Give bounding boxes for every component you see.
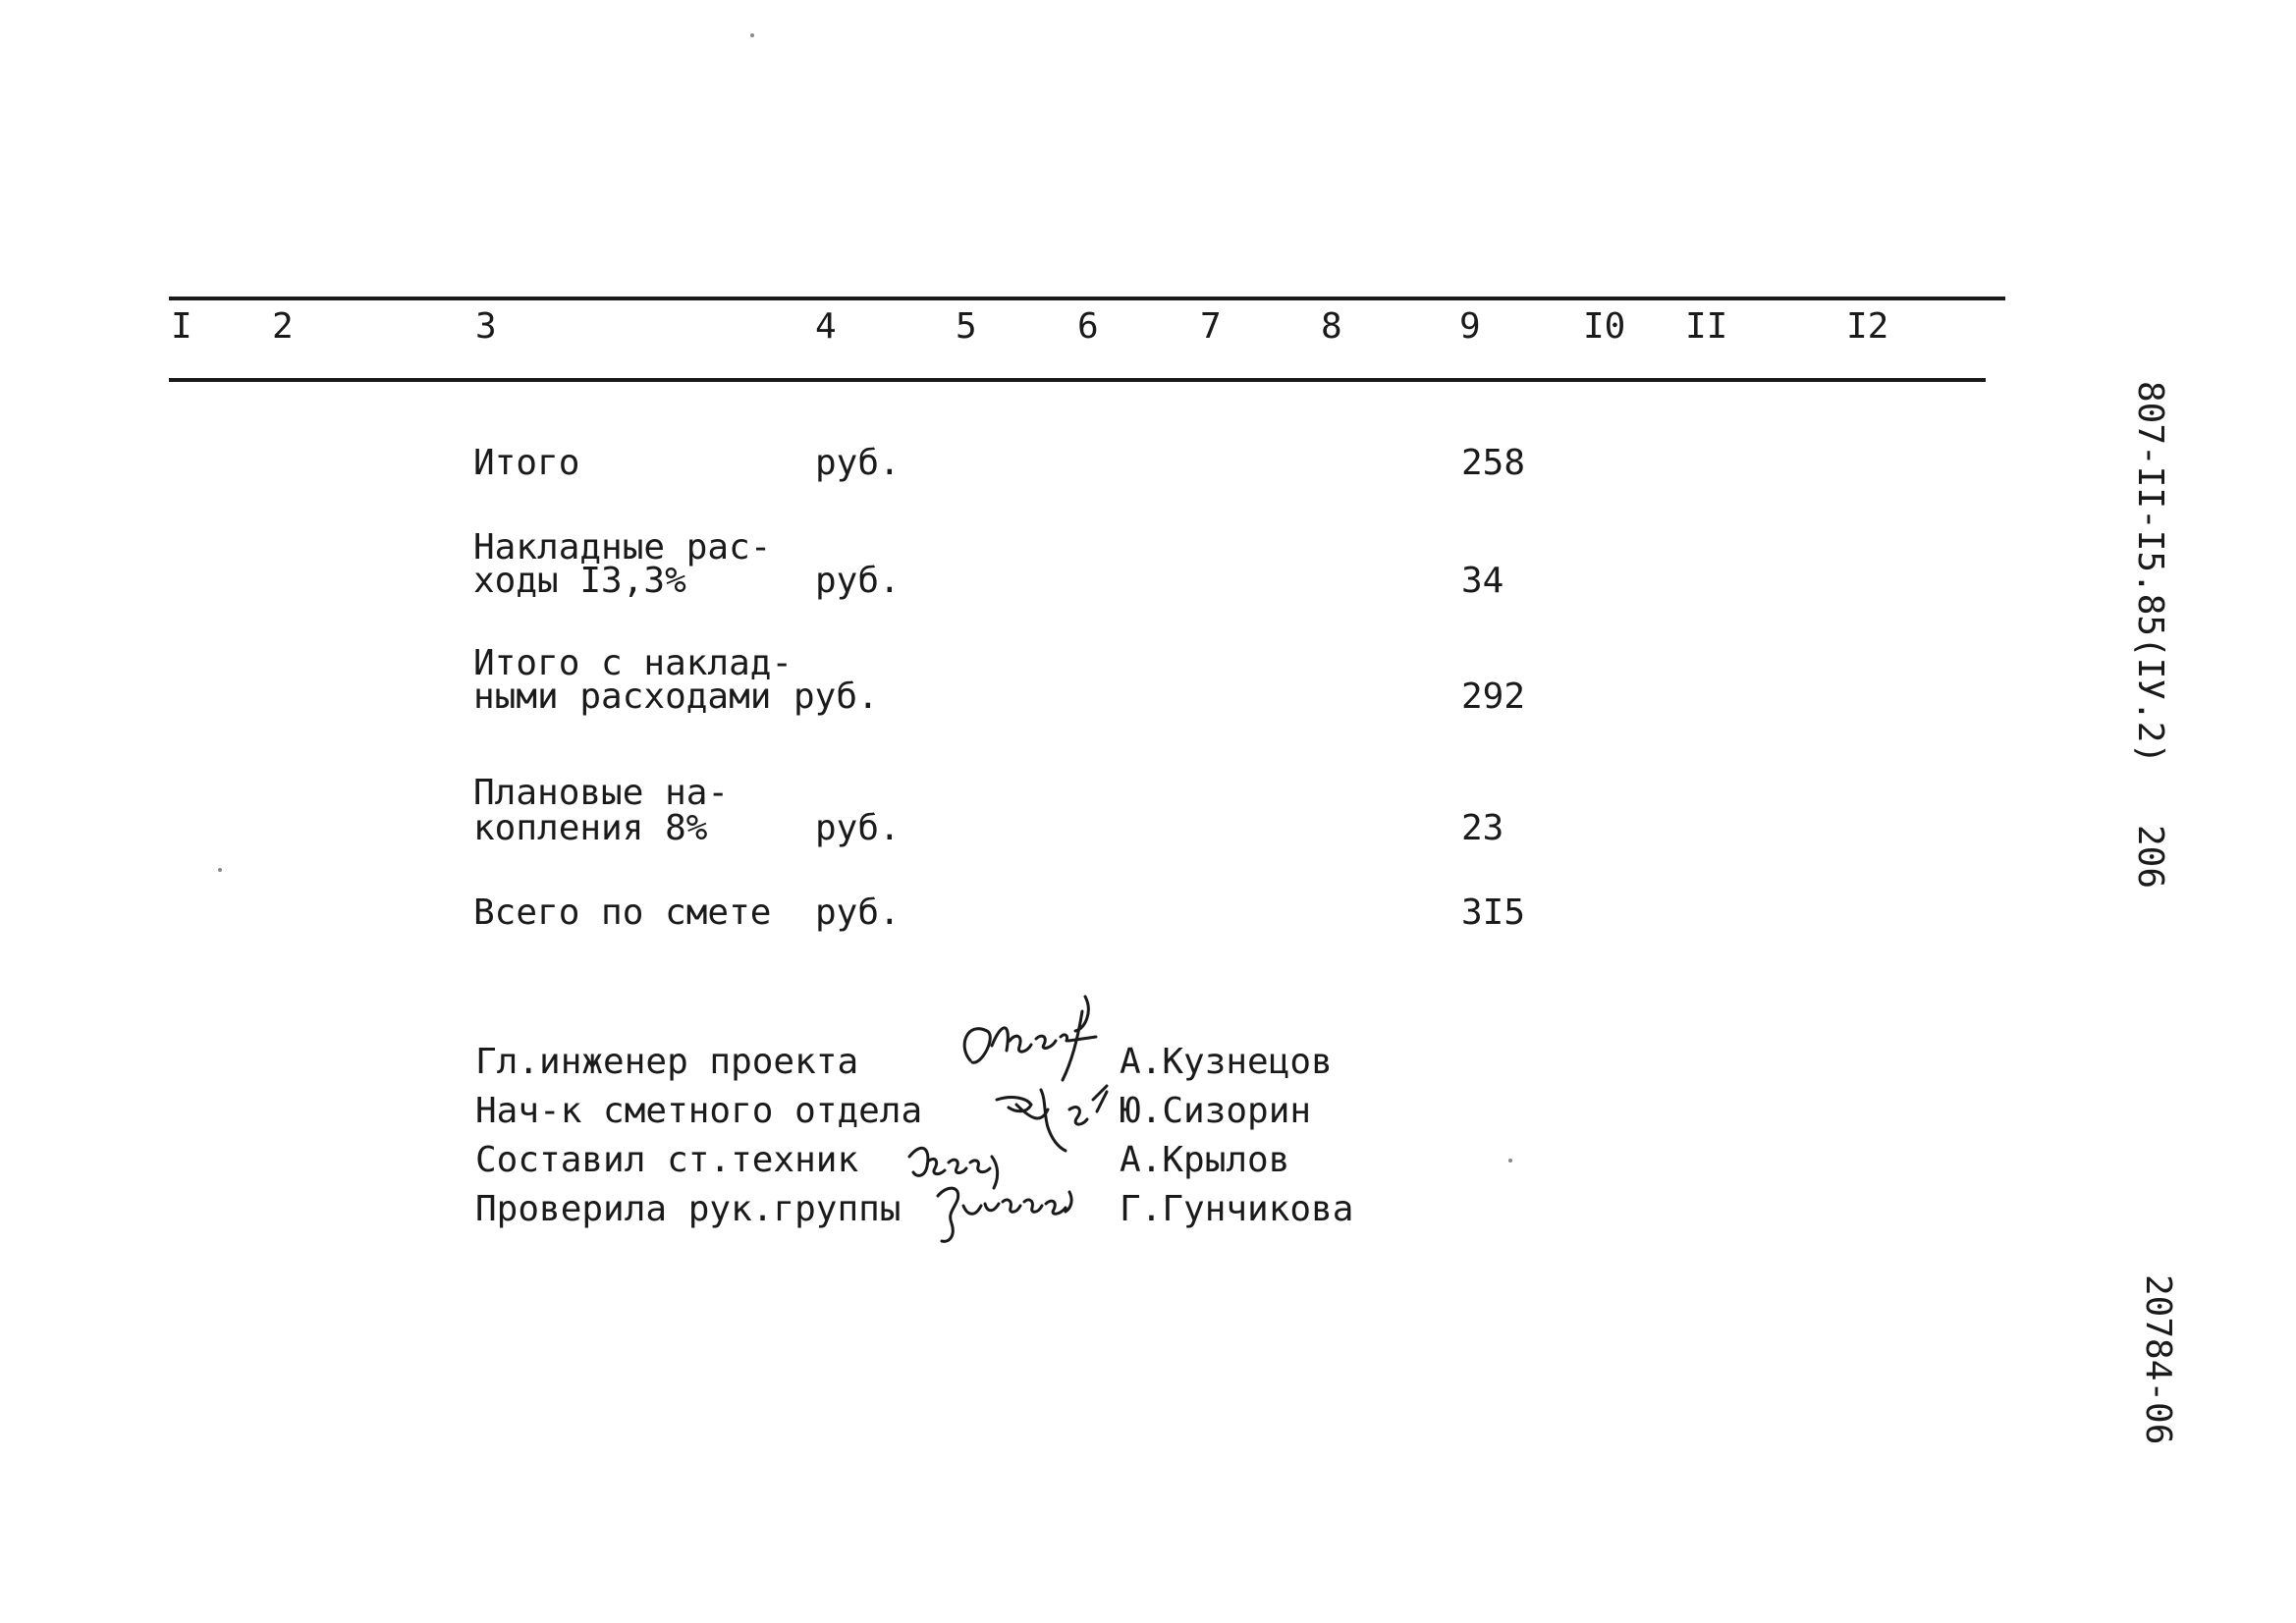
- column-header-2: 2: [272, 306, 294, 347]
- row-4-name-line-1: Плановые на-: [473, 773, 730, 813]
- signature-person-2: Ю.Сизорин: [1120, 1091, 1312, 1131]
- row-3-name-line-1: Итого с наклад-: [473, 643, 793, 683]
- signature-person-3: А.Крылов: [1120, 1140, 1290, 1180]
- row-4-name-line-2: копления 8%: [473, 808, 708, 848]
- header-top-rule: [169, 297, 2005, 300]
- row-1-unit: руб.: [815, 443, 901, 483]
- column-header-10: I0: [1583, 306, 1626, 347]
- row-5-unit: руб.: [815, 893, 901, 933]
- column-header-5: 5: [956, 306, 977, 347]
- column-header-6: 6: [1077, 306, 1099, 347]
- signature-gunchikova-icon: [928, 1178, 1085, 1247]
- signature-role-1: Гл.инженер проекта: [475, 1042, 859, 1082]
- column-header-8: 8: [1321, 306, 1342, 347]
- row-5-value: 3I5: [1461, 893, 1526, 933]
- row-4-value: 23: [1461, 808, 1504, 848]
- row-1-name-line-1: Итого: [473, 443, 580, 483]
- signature-role-4: Проверила рук.группы: [475, 1189, 902, 1229]
- row-1-value: 258: [1461, 443, 1526, 483]
- column-header-11: II: [1685, 306, 1728, 347]
- scan-speck: [750, 33, 754, 37]
- signature-role-2: Нач-к сметного отдела: [475, 1091, 923, 1131]
- column-header-9: 9: [1459, 306, 1481, 347]
- row-3-name-line-2: ными расходами: [473, 676, 772, 717]
- margin-archive-number: 20784-06: [2138, 1274, 2178, 1445]
- row-3-unit: руб.: [793, 676, 879, 717]
- signature-person-1: А.Кузнецов: [1120, 1042, 1333, 1082]
- margin-doc-code: 807-II-I5.85(IУ.2): [2130, 381, 2170, 765]
- row-3-value: 292: [1461, 676, 1526, 717]
- header-bottom-rule: [169, 378, 1986, 382]
- scan-speck: [1508, 1159, 1512, 1163]
- column-header-1: I: [171, 306, 192, 347]
- row-2-name-line-1: Накладные рас-: [473, 527, 772, 568]
- column-header-12: I2: [1846, 306, 1889, 347]
- margin-page-number: 206: [2130, 825, 2170, 890]
- signature-person-4: Г.Гунчикова: [1120, 1189, 1354, 1229]
- row-2-name-line-2: ходы I3,3%: [473, 561, 686, 601]
- row-4-unit: руб.: [815, 808, 901, 848]
- column-header-3: 3: [475, 306, 497, 347]
- row-5-name-line-1: Всего по смете: [473, 893, 772, 933]
- column-header-7: 7: [1200, 306, 1222, 347]
- column-header-4: 4: [815, 306, 837, 347]
- row-2-value: 34: [1461, 561, 1504, 601]
- scan-speck: [218, 868, 222, 872]
- row-2-unit: руб.: [815, 561, 901, 601]
- signature-role-3: Составил ст.техник: [475, 1140, 859, 1180]
